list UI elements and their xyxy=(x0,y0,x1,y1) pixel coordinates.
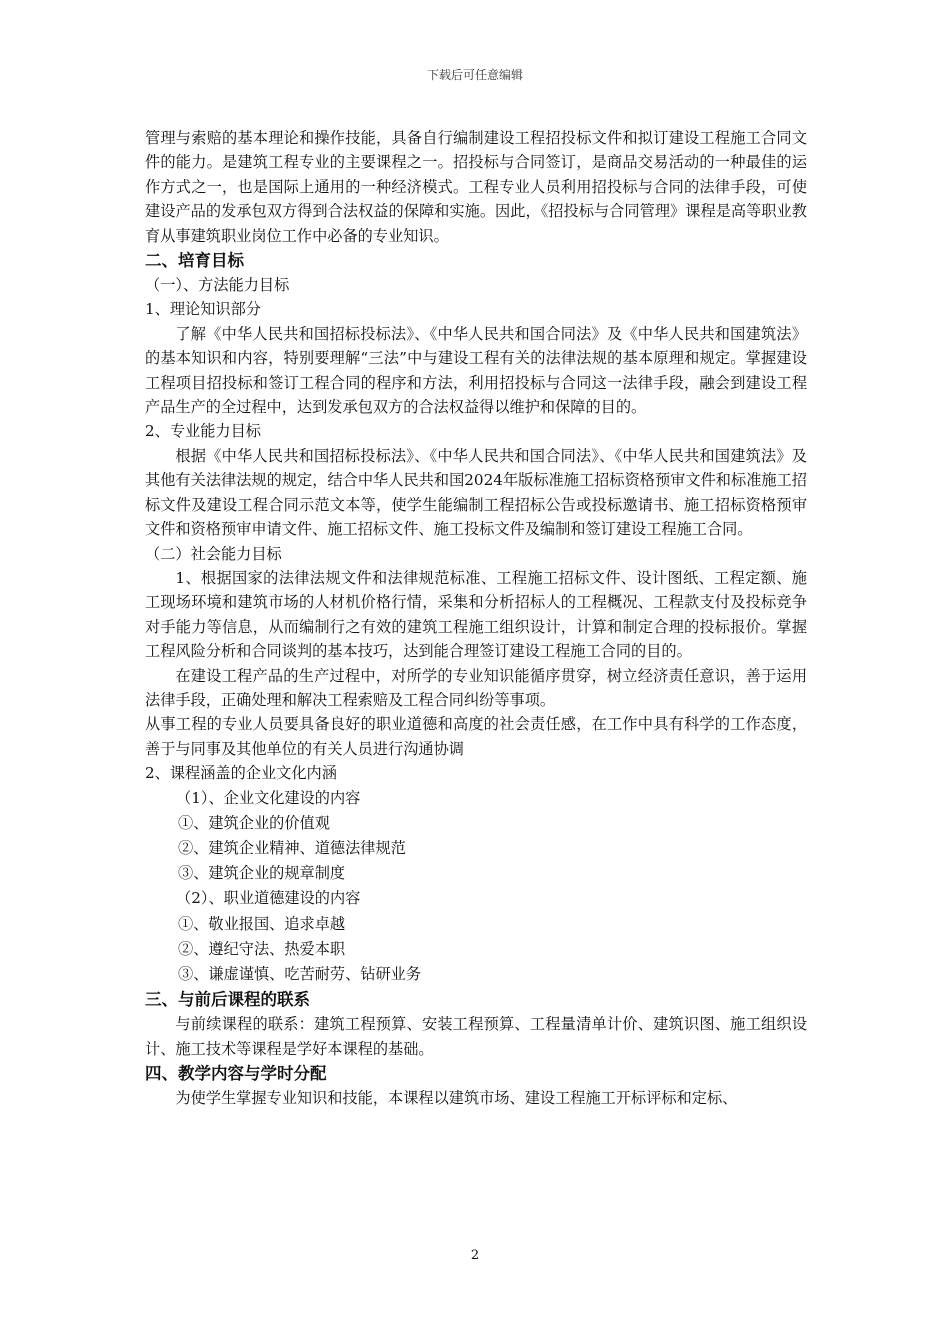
item-culture-title: 2、课程涵盖的企业文化内涵 xyxy=(145,764,337,783)
intro-paragraph: 管理与索赔的基本理论和操作技能，具备自行编制建设工程招投标文件和拟订建设工程施工合同文件的能力。是建筑工程专业的主要课程之一。招投标与合同签订，是商品交易活动的一种最佳的运作方式之一，也是国际上通用的一种经济模式。工程专业人员利用招投标与合同的法律手段，可使建设产品的发承包双方得到合法权益的保障和实施。因此，《招投标与合同管理》课程是高等职业教育从事建筑职业岗位工作中必备的专业知识。 xyxy=(145,129,807,245)
section-heading-teaching-content: 四、教学内容与学时分配 xyxy=(145,1064,327,1083)
subheading-method-ability: （一）、方法能力目标 xyxy=(145,276,290,295)
teaching-content-paragraph: 为使学生掌握专业知识和技能，本课程以建筑市场、建设工程施工开标评标和定标、 xyxy=(175,1089,738,1107)
professional-paragraph: 根据《中华人民共和国招标投标法》、《中华人民共和国合同法》、《中华人民共和国建筑法》及其他有关法律法规的规定，结合中华人民共和国2024年版标准施工招标资格预审文件和标准施工招标文件及建设工程合同示范文本等，使学生能编制工程招标公告或投标邀请书、施工招标资格预审文件和资格预审申请文件、施工招标文件、施工投标文件及编制和签订建设工程施工合同。 xyxy=(145,446,807,539)
subheading-social-ability: （二）社会能力目标 xyxy=(145,544,282,563)
related-courses-paragraph: 与前续课程的联系：建筑工程预算、安装工程预算、工程量清单计价、建筑识图、施工组织设计、施工技术等课程是学好本课程的基础。 xyxy=(145,1015,807,1058)
culture-list xyxy=(145,786,807,988)
list-item: ③、谦虚谨慎、吃苦耐劳、钻研业务 xyxy=(178,964,421,983)
page-header: 下载后可任意编辑 xyxy=(426,68,523,82)
list-item: ①、敬业报国、追求卓越 xyxy=(178,914,346,933)
social-paragraph-1: 1、根据国家的法律法规文件和法律规范标准、工程施工招标文件、设计图纸、工程定额、施工现场环境和建筑市场的人材机价格行情，采集和分析招标人的工程概况、工程款支付及投标竞争对手能力等信息，从而编制行之有效的建筑工程施工组织设计，计算和制定合理的投标报价。掌握工程风险分析和合同谈判的基本技巧，达到能合理签订建设工程施工合同的目的。 xyxy=(145,568,807,661)
list-item: ②、建筑企业精神、道德法律规范 xyxy=(178,838,406,857)
list-item: （1）、企业文化建设的内容 xyxy=(176,788,361,807)
item-theory-title: 1、理论知识部分 xyxy=(145,300,261,319)
item-professional-title: 2、专业能力目标 xyxy=(145,422,261,441)
list-item: （2）、职业道德建设的内容 xyxy=(176,889,361,908)
social-paragraph-3: 从事工程的专业人员要具备良好的职业道德和高度的社会责任感，在工作中具有科学的工作态度，善于与同事及其他单位的有关人员进行沟通协调 xyxy=(145,715,807,758)
document-body xyxy=(145,126,807,1110)
section-heading-related-courses: 三、与前后课程的联系 xyxy=(145,990,310,1010)
list-item: ①、建筑企业的价值观 xyxy=(178,813,330,832)
page-number: 2 xyxy=(470,1248,480,1263)
list-item: ③、建筑企业的规章制度 xyxy=(178,864,346,883)
social-paragraph-2: 在建设工程产品的生产过程中，对所学的专业知识能循序贯穿，树立经济责任意识，善于运用法律手段，正确处理和解决工程索赔及工程合同纠纷等事项。 xyxy=(145,666,807,709)
list-item: ②、遵纪守法、热爱本职 xyxy=(178,939,346,958)
section-heading-goals: 二、培育目标 xyxy=(145,251,244,271)
theory-paragraph: 了解《中华人民共和国招标投标法》、《中华人民共和国合同法》及《中华人民共和国建筑法》的基本知识和内容，特别要理解“三法”中与建设工程有关的法律法规的基本原理和规定。掌握建设工程项目招投标和签订工程合同的程序和方法，利用招投标与合同这一法律手段，融会到建设工程产品生产的全过程中，达到发承包双方的合法权益得以维护和保障的目的。 xyxy=(145,324,807,417)
